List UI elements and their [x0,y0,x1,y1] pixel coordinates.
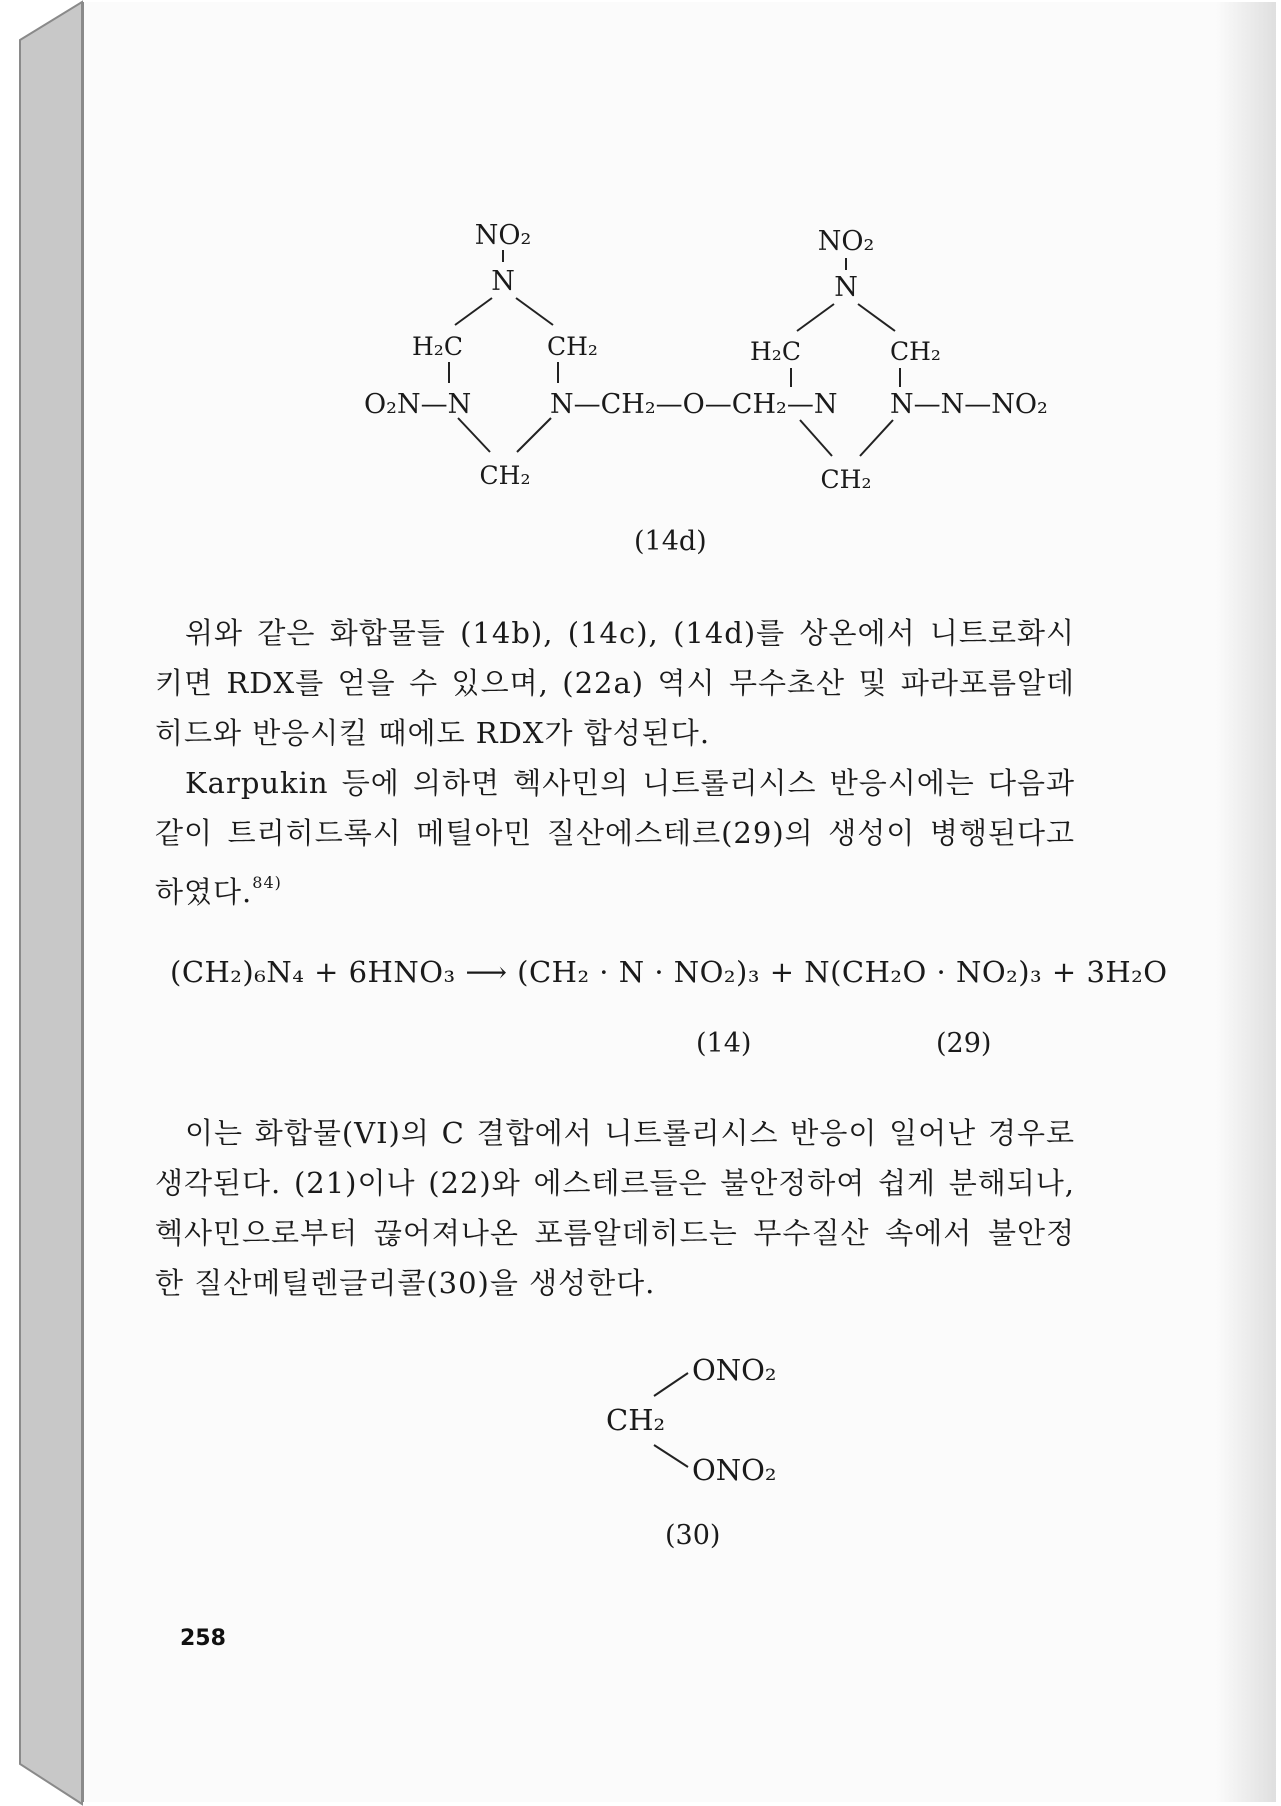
left-top-no2: NO₂ [474,220,532,251]
plus-1: + [314,955,339,989]
left-o2n-n: O₂N—N [364,389,472,420]
right-top-n: N [834,272,858,303]
right-ch2-right: CH₂ [890,337,941,366]
right-top-no2: NO₂ [817,226,875,257]
structure-30-label: (30) [665,1520,721,1551]
reaction-equation [170,955,1168,989]
equation-label-29: (29) [936,1028,992,1059]
structure-14d-label: (14d) [634,526,707,557]
right-ch2-bottom: CH₂ [820,465,872,494]
paragraph-3-block [155,1108,1075,1308]
reactant-hexamine: (CH₂)₆N₄ [170,955,305,989]
reactant-nitric-acid: 6HNO₃ [348,955,456,989]
reaction-arrow: ⟶ [465,955,508,989]
paragraph-2-block [155,758,1075,917]
reference-84: 84) [252,873,282,892]
left-ch2-right: CH₂ [547,332,598,361]
right-n-n-no2: N—N—NO₂ [890,389,1048,420]
left-ch2-bottom: CH₂ [479,461,531,490]
structure-14d [0,0,1281,560]
ch2-center: CH₂ [606,1403,666,1437]
equation-label-14: (14) [696,1028,752,1059]
paragraph-1: 위와 같은 화합물들 (14b), (14c), (14d)를 상온에서 니트로화시키면 RDX를 얻을 수 있으며, (22a) 역시 무수초산 및 파라포름알데히드와 반응시킬 때에도 RDX가 합성된다. [155,616,1075,750]
left-h2c: H₂C [412,332,463,361]
page-number: 258 [180,1626,226,1651]
ono2-top: ONO₂ [692,1353,777,1387]
paragraph-2-text: Karpukin 등에 의하면 헥사민의 니트롤리시스 반응시에는 다음과 같이 트리히드록시 메틸아민 질산에스테르(29)의 생성이 병행된다고 하였다. [155,766,1075,909]
plus-2: + [769,955,795,989]
left-top-n: N [491,266,515,297]
plus-3: + [1051,955,1077,989]
ono2-bottom: ONO₂ [692,1453,777,1487]
product-ester: N(CH₂O · NO₂)₃ [804,955,1043,989]
paragraph-2 [155,758,1075,917]
linker: N—CH₂—O—CH₂—N [550,389,838,420]
paragraph-1-block [155,608,1075,758]
product-water: 3H₂O [1086,955,1168,989]
right-h2c: H₂C [750,337,801,366]
product-rdx: (CH₂ · N · NO₂)₃ [517,955,760,989]
paragraph-3: 이는 화합물(VI)의 C 결합에서 니트롤리시스 반응이 일어난 경우로 생각된다. (21)이나 (22)와 에스테르들은 불안정하여 쉽게 분해되나, 헥사민으로부터 끊어져나온 포름알데히드는 무수질산 속에서 불안정한 질산메틸렌글리콜(30)을 생성한다. [155,1116,1075,1300]
